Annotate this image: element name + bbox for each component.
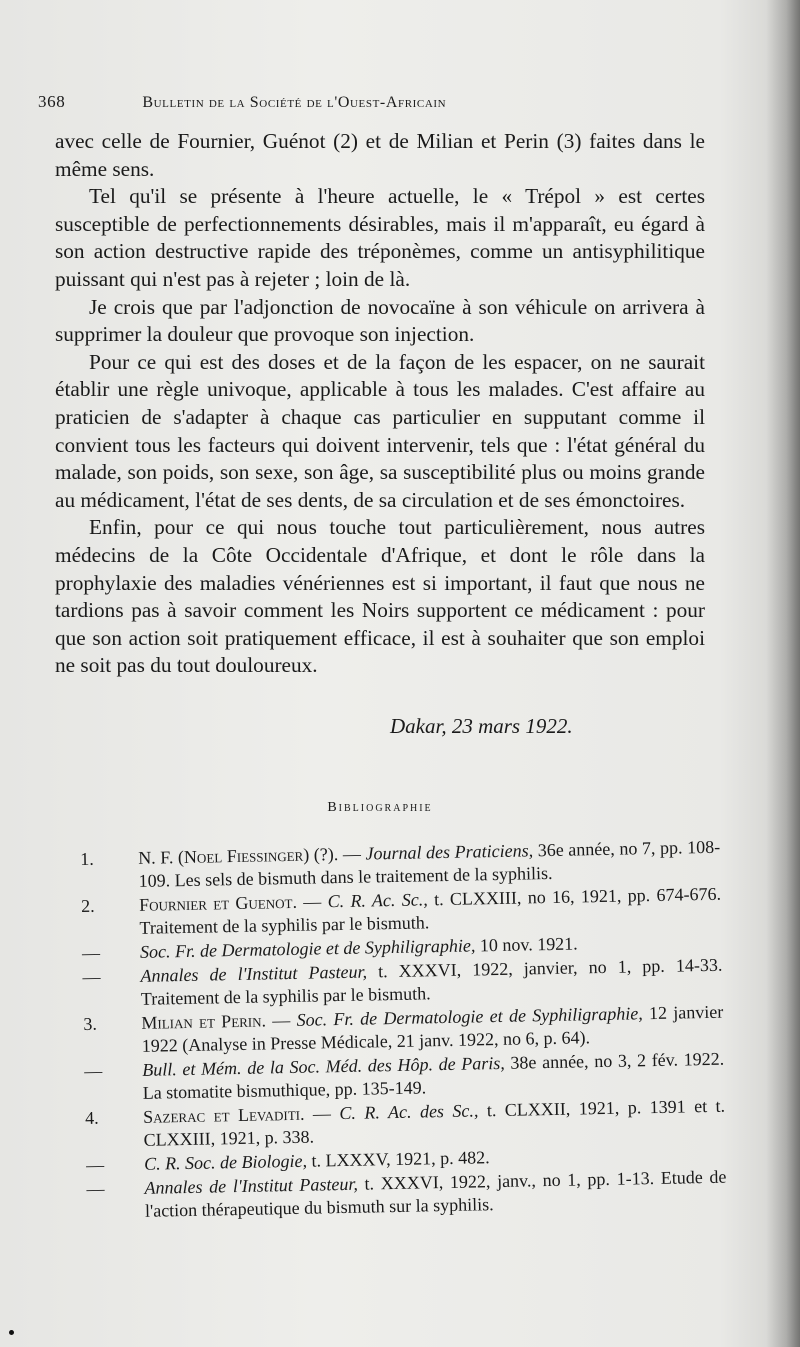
entry-details: t. LXXXV, 1921, p. 482. <box>306 1147 490 1171</box>
entry-number: — <box>82 966 101 987</box>
entry-details: t. CLXXIII, no 16, 1921, pp. 674-676. Traitement de la syphilis par le bismuth. <box>139 883 722 938</box>
entry-details: t. XXXVI, 1922, janv., no 1, pp. 1-13. Etude de l'action thérapeutique du bismuth sur la syphilis. <box>144 1166 727 1221</box>
entry-number: — <box>81 942 101 963</box>
entry-details: 10 nov. 1921. <box>475 933 578 956</box>
entry-number: — <box>85 1154 105 1175</box>
entry-number: — <box>84 1060 103 1081</box>
entry-details: t. XXXVI, 1922, janvier, no 1, pp. 14-33. Traitement de la syphilis par le bismuth. <box>140 954 723 1009</box>
entry-source: Annales de l'Institut Pasteur, <box>140 961 368 986</box>
entry-authors: Sazerac et Levaditi. — <box>142 1103 340 1127</box>
page-number: 368 <box>38 92 66 111</box>
bibliography-list <box>80 836 727 1225</box>
entry-number: 3. <box>83 1013 98 1034</box>
running-title: Bulletin de la Société de l'Ouest-Africain <box>142 94 447 111</box>
entry-authors: Milian et Perin. — <box>141 1009 297 1033</box>
entry-number: 4. <box>84 1107 99 1128</box>
paragraph-5: Enfin, pour ce qui nous touche tout particulièrement, nous autres médecins de la Côte Occidentale d'Afrique, et dont le rôle dans la prophylaxie des maladies vénériennes est si important, il faut que nous ne tardions pas à savoir comment les Noirs supportent ce médicament : pour que son action soit pratiquement efficace, il est à souhaiter que son emploi ne soit pas du tout douloureux. <box>55 515 705 678</box>
entry-details: t. CLXXII, 1921, p. 1391 et t. CLXXIII, 1921, p. 338. <box>143 1095 726 1150</box>
paragraph-1: avec celle de Fournier, Guénot (2) et de Milian et Perin (3) faites dans le même sens. <box>55 129 705 181</box>
entry-source: Soc. Fr. de Dermatologie et de Syphiligraphie, <box>296 1003 643 1030</box>
signature-place-date: Dakar, 23 mars 1922. <box>390 714 573 738</box>
entry-details: 12 janvier 1922 (Analyse in Presse Médicale, 21 janv. 1922, no 6, p. 64). <box>141 1001 724 1056</box>
paragraph-3: Je crois que par l'adjonction de novocaïne à son véhicule on arrivera à supprimer la douleur que provoque son injection. <box>55 294 705 347</box>
page-header <box>38 92 678 112</box>
entry-source: C. R. Soc. de Biologie, <box>143 1150 308 1174</box>
entry-authors: N. F. (Noel Fiessinger) (?). — <box>138 843 366 868</box>
entry-details: 38e année, no 3, 2 fév. 1922. La stomatite bismuthique, pp. 135-149. <box>142 1048 725 1103</box>
paragraph-2: Tel qu'il se présente à l'heure actuelle, le « Trépol » est certes susceptible de perfectionnements désirables, mais il m'apparaît, eu égard à son action destructive rapide des tréponèmes, comme un antisyphilitique puissant qui n'est pas à rejeter ; loin de là. <box>55 184 705 291</box>
entry-number: 1. <box>80 848 94 869</box>
entry-text <box>144 1166 727 1223</box>
entry-source: Soc. Fr. de Dermatologie et de Syphiligraphie, <box>139 935 476 962</box>
article-body <box>55 128 705 680</box>
paragraph-4: Pour ce qui est des doses et de la façon de les espacer, on ne saurait établir une règle univoque, applicable à tous les malades. C'est affaire au praticien de s'adapter à chaque cas particulier en supputant comme il convient tous les facteurs qui doivent intervenir, tels que : l'état général du malade, son poids, son sexe, son âge, sa susceptibilité plus ou moins grande au médicament, l'état de ses dents, de sa circulation et de ses émonctoires. <box>55 349 705 512</box>
entry-number: 2. <box>80 895 95 916</box>
entry-authors: Fournier et Guenot. — <box>138 891 328 915</box>
entry-source: C. R. Ac. Sc., <box>327 889 428 912</box>
entry-details: 36e année, no 7, pp. 108-109. Les sels de bismuth dans le traitement de la syphilis. <box>138 836 721 891</box>
entry-source: Journal des Praticiens, <box>365 840 534 864</box>
page-gutter-shadow <box>766 0 800 1347</box>
entry-source: C. R. Ac. des Sc., <box>339 1100 479 1124</box>
entry-source: Annales de l'Institut Pasteur, <box>144 1173 359 1198</box>
entry-number: — <box>86 1178 105 1199</box>
entry-source: Bull. et Mém. de la Soc. Méd. des Hôp. de Paris, <box>142 1052 505 1080</box>
ink-speck <box>9 1330 14 1335</box>
bibliography-heading: Bibliographie <box>327 800 433 815</box>
